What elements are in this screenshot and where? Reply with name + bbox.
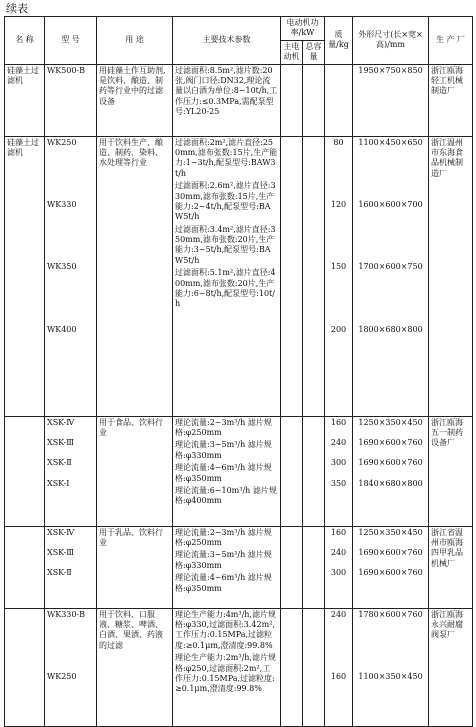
header-dims: 外形尺寸(长×宽×高)/mm [353,17,429,65]
params-item: 理论流量:2~3m³/h 滤片规格:φ250mm [175,417,272,437]
mass-item: 80 [333,137,344,147]
header-name: 名 称 [5,17,45,65]
dims-item: 1690×600×760 [358,568,423,578]
mass-item: 160 [330,417,347,427]
params-list [173,136,281,416]
dims-item: 1600×600×700 [358,199,423,209]
total-capacity-cell [303,64,325,136]
table-row [5,136,473,416]
mass-item: 200 [330,324,347,334]
model-item: XSK-Ⅲ [47,437,74,447]
model-list [45,416,97,526]
model-item: WK250 [47,137,77,147]
params-list [173,526,281,608]
dims-item: 1800×680×800 [358,324,423,334]
header-params: 主要技术参数 [173,17,281,65]
total-capacity-cell [303,416,325,526]
mass-item: 120 [330,199,347,209]
mass-item: 240 [330,609,347,619]
product-name [5,416,45,526]
product-name [5,608,45,726]
total-capacity-cell [303,136,325,416]
model-item: WK330-B [47,609,86,619]
maker-cell: 浙江温州市东海食品机械制造厂 [429,136,473,416]
params-item: 理论流量:4~6m³/h 滤片规格:φ350mm [175,573,272,593]
dims-item: 1250×350×450 [358,417,423,427]
model-list [45,136,97,416]
model-item: WK250 [47,671,77,681]
dims-item: 1100×450×650 [358,137,423,147]
main-motor-cell [281,416,303,526]
table-row [5,64,473,136]
model-list [45,526,97,608]
header-power: 电动机功率/kW [281,17,325,41]
dims-item: 1690×600×760 [358,547,423,557]
usage-cell: 用硅藻土作互助剂,是饮料、酿造、制药等行业中的过滤设备 [97,64,173,136]
maker-cell: 浙江瓯海永兴耐腐阀泵厂 [429,608,473,726]
params-item: 过滤面积:3.4m²,滤片直径:350mm,滤布张数:20片,生产能力:3~5t/h,配泵型号:BAW5t/h [175,224,276,265]
spec-table [4,16,473,727]
mass-item: 300 [330,568,347,578]
params-item: 理论流量:2~3m³/h 滤片规格:φ250mm [175,527,272,547]
continued-label: 续表 [6,2,28,15]
header-usage: 用 途 [97,17,173,65]
dims-list [353,416,429,526]
header-total-capacity: 总容量 [303,40,325,64]
main-motor-cell [281,608,303,726]
params-item: 过滤面积:5.1m²,滤片直径:400mm,滤布张数:20片,生产能力:6~8t/h,配泵型号:10t/h [175,268,276,309]
product-name: 硅藻土过滤机 [5,136,45,416]
mass-item: 350 [330,478,347,488]
usage-cell: 用于乳品、饮料行业 [97,526,173,608]
table-row [5,416,473,526]
model-item: WK330 [47,199,77,209]
mass-item: 240 [330,437,347,447]
usage-cell: 用于食品、饮料行业 [97,416,173,526]
mass-list [325,416,353,526]
model-list [45,608,97,726]
dims-item: 1250×350×450 [358,527,423,537]
dims-item: 1100×350×450 [358,671,423,681]
params-item: 理论生产能力:2m³/h,滤片规格:φ250,过滤面积:2m²,工作压力:0.15MPa,过滤粒度:≥0.1μm,澄清度:99.8% [175,653,276,694]
dims-list [353,608,429,726]
params-item: 理论生产能力:4m³/h,滤片规格:φ330,过滤面积:3.42m²,工作压力:0.15MPa,过滤粒度:≥0.1μm,澄清度:99.8% [175,609,276,650]
dims-cell: 1950×750×850 [353,64,429,136]
model-item: XSK-Ⅳ [47,417,75,427]
dims-list [353,136,429,416]
main-motor-cell [281,136,303,416]
usage-cell: 用于饮料、口服液、糖浆、啤酒、白酒、果酒、药液的过滤 [97,608,173,726]
dims-item: 1780×600×760 [358,609,423,619]
mass-list [325,526,353,608]
mass-list [325,608,353,726]
usage-cell: 用于饮料生产、酿造、制药、染料、水处理等行业 [97,136,173,416]
product-name: 硅藻土过滤机 [5,64,45,136]
mass-item: 160 [330,527,347,537]
table-row [5,526,473,608]
model-item: XSK-Ⅱ [47,568,72,578]
total-capacity-cell [303,608,325,726]
header-model: 型 号 [45,17,97,65]
dims-list [353,526,429,608]
model-item: XSK-Ⅱ [47,458,72,468]
params-item: 理论流量:4~6m³/h 滤片规格:φ350mm [175,463,272,483]
maker-cell: 浙江省温州市瓯海四甲乳品机械厂 [429,526,473,608]
model-item: XSK-Ⅰ [47,478,70,488]
params-list [173,608,281,726]
main-motor-cell [281,64,303,136]
model-item: WK400 [47,324,77,334]
main-motor-cell [281,526,303,608]
params-cell: 过滤面积:8.5m²,滤片数:20张,阀门口径:DN32,理论流量以白酒为单位:8~10t/h,工作压力:≤0.3MPa,需配泵型号:YL20-25 [173,64,281,136]
mass-cell [325,64,353,136]
mass-item: 150 [330,262,347,272]
params-item: 过滤面积:2.6m²,滤片直径:330mm,滤布张数:15片,生产能力:2~4t/h,配泵型号:BAW5t/h [175,181,276,222]
model-item: XSK-Ⅲ [47,547,74,557]
dims-item: 1700×600×750 [358,262,423,272]
model-item: XSK-Ⅳ [47,527,75,537]
total-capacity-cell [303,526,325,608]
mass-list [325,136,353,416]
dims-item: 1690×600×760 [358,458,423,468]
model-cell: WK500-B [45,64,97,136]
mass-item: 160 [330,671,347,681]
params-item: 过滤面积:2m²,滤片直径:250mm,滤布张数:15片,生产能力:1~3t/h,配泵型号:BAW3t/h [175,137,278,178]
table-row [5,608,473,726]
mass-item: 240 [330,547,347,557]
header-maker: 生 产 厂 [429,17,473,65]
dims-item: 1840×680×800 [358,478,423,488]
mass-item: 300 [330,458,347,468]
params-item: 理论流量:3~5m³/h 滤片规格:φ330mm [175,550,272,570]
maker-cell: 浙江瓯海轻工机械制造厂 [429,64,473,136]
dims-item: 1690×600×760 [358,437,423,447]
params-item: 理论流量:6~10m³/h 滤片规格:φ400mm [175,485,277,506]
product-name [5,526,45,608]
params-item: 理论流量:3~5m³/h 滤片规格:φ330mm [175,440,272,460]
header-main-motor: 主电动机 [281,40,303,64]
params-list [173,416,281,526]
maker-cell: 浙江瓯海五一制药设备厂 [429,416,473,526]
header-mass: 质量/kg [325,17,353,65]
model-item: WK350 [47,262,77,272]
